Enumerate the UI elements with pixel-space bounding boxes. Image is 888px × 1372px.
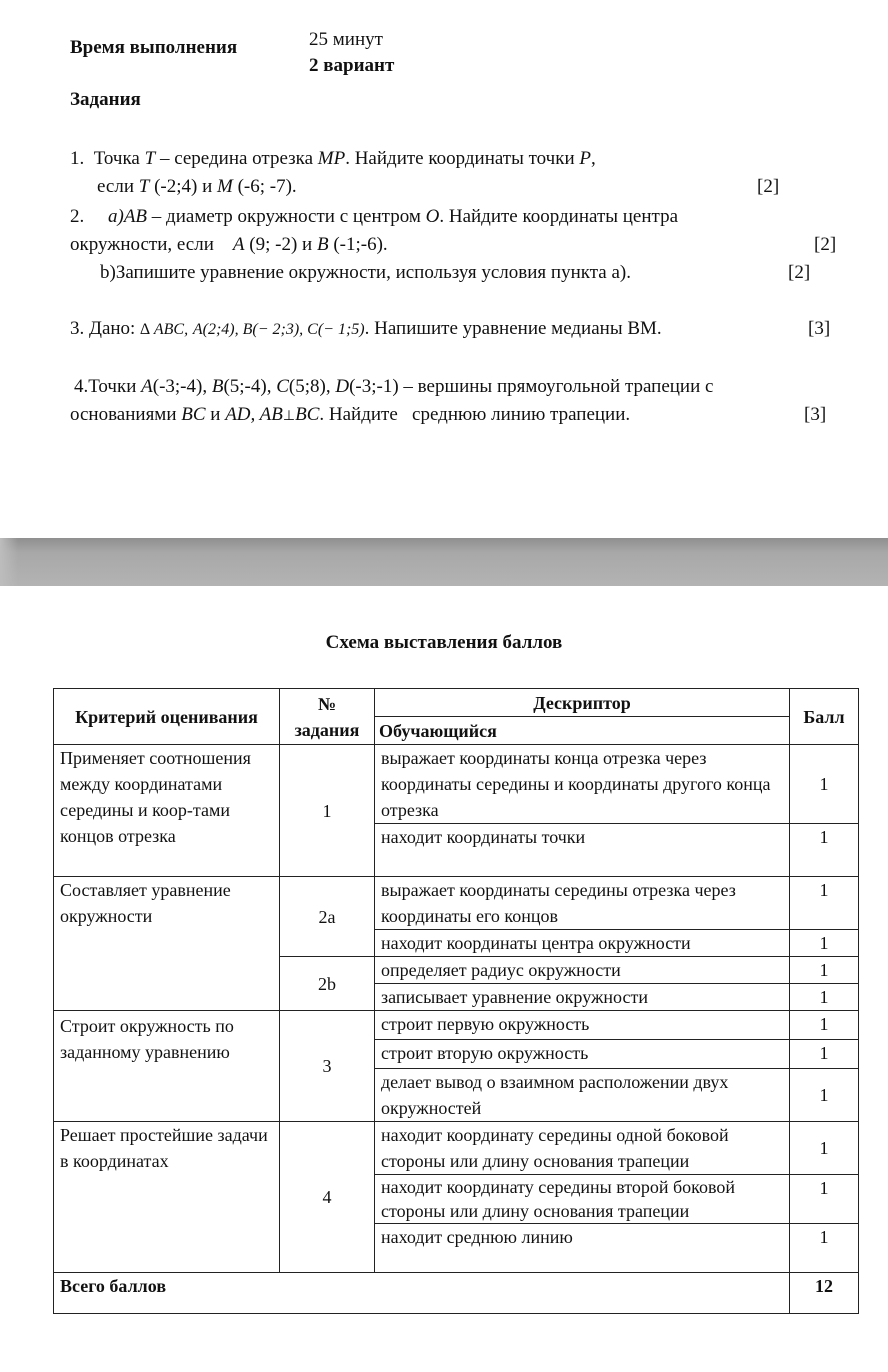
- task-3-line: 3. Дано: ∆ ABC, A(2;4), B(− 2;3), C(− 1;5). Напишите уравнение медианы ВМ.: [70, 318, 662, 339]
- task-number-cell: 4: [280, 1122, 375, 1273]
- descriptor-cell: находит координаты центра окружности: [375, 930, 790, 957]
- scheme-title: Схема выставления баллов: [325, 632, 563, 653]
- score-cell: 1: [790, 1122, 859, 1175]
- score-cell: 1: [790, 1011, 859, 1040]
- table-row: [54, 745, 859, 824]
- header-learner: Обучающийся: [375, 717, 790, 745]
- score-cell: 1: [790, 1069, 859, 1122]
- task-2-line-1: 2. a)AB – диаметр окружности с центром O. Найдите координаты центра: [70, 206, 679, 227]
- total-label: Всего баллов: [54, 1273, 790, 1314]
- descriptor-cell: находит координаты точки: [375, 824, 790, 877]
- score-cell: 1: [790, 1224, 859, 1273]
- criterion-cell: Строит окружность по заданному уравнению: [54, 1011, 280, 1122]
- table-row: [54, 1122, 859, 1175]
- perpendicular-symbol: ⊥: [282, 409, 296, 424]
- descriptor-cell: определяет радиус окружности: [375, 957, 790, 984]
- task-1-line-2: если T (-2;4) и M (-6; -7).: [97, 176, 297, 197]
- variant-label: 2 вариант: [309, 55, 395, 76]
- descriptor-cell: записывает уравнение окружности: [375, 984, 790, 1011]
- score-cell: 1: [790, 957, 859, 984]
- descriptor-cell: находит среднюю линию: [375, 1224, 790, 1273]
- task-2b-points: [2]: [788, 262, 811, 283]
- task-3-points: [3]: [808, 318, 831, 339]
- time-label: Время выполнения: [70, 37, 238, 58]
- task-4-points: [3]: [804, 404, 827, 425]
- page-divider: [0, 538, 888, 586]
- task-2-line-3: b)Запишите уравнение окружности, используя условия пункта а).: [100, 262, 631, 283]
- task-number-cell: 2b: [280, 957, 375, 1011]
- time-value: 25 минут: [309, 29, 383, 50]
- total-row: [54, 1273, 859, 1314]
- descriptor-cell: строит первую окружность: [375, 1011, 790, 1040]
- task-number-cell: 2a: [280, 877, 375, 957]
- score-cell: 1: [790, 824, 859, 877]
- header-descriptor: Дескриптор: [375, 689, 790, 717]
- header-criterion: Критерий оценивания: [54, 689, 280, 745]
- task-2a-points: [2]: [814, 234, 837, 255]
- score-cell: 1: [790, 1175, 859, 1224]
- score-cell: 1: [790, 930, 859, 957]
- criterion-cell: Применяет соотношения между координатами середины и коор-тами концов отрезка: [54, 745, 280, 877]
- table-header-row: [54, 689, 859, 717]
- score-cell: 1: [790, 1040, 859, 1069]
- descriptor-cell: выражает координаты середины отрезка через координаты его концов: [375, 877, 790, 930]
- descriptor-cell: выражает координаты конца отрезка через координаты середины и координаты другого конца отрезка: [375, 745, 790, 824]
- score-cell: 1: [790, 745, 859, 824]
- descriptor-cell: находит координату середины одной боковой стороны или длину основания трапеции: [375, 1122, 790, 1175]
- task-1-points: [2]: [757, 176, 780, 197]
- descriptor-cell: находит координату середины второй боковой стороны или длину основания трапеции: [375, 1175, 790, 1224]
- scoring-table: [53, 688, 859, 1314]
- table-row: [54, 877, 859, 930]
- task-4-line-1: 4.Точки A(-3;-4), B(5;-4), C(5;8), D(-3;-1) – вершины прямоугольной трапеции с: [74, 376, 714, 397]
- table-row: [54, 1011, 859, 1040]
- descriptor-cell: строит вторую окружность: [375, 1040, 790, 1069]
- task-1-line-1: 1. Точка T – середина отрезка MP. Найдите координаты точки P,: [70, 148, 596, 169]
- task-number-cell: 3: [280, 1011, 375, 1122]
- score-cell: 1: [790, 984, 859, 1011]
- triangle-symbol: ∆ ABC,: [140, 321, 189, 338]
- criterion-cell: Решает простейшие задачи в координатах: [54, 1122, 280, 1273]
- descriptor-cell: делает вывод о взаимном расположении двух окружностей: [375, 1069, 790, 1122]
- total-value: 12: [790, 1273, 859, 1314]
- tasks-heading: Задания: [70, 89, 141, 110]
- task-2-line-2: окружности, если A (9; -2) и B (-1;-6).: [70, 234, 388, 255]
- header-task-no: № задания: [280, 689, 375, 745]
- header-score: Балл: [790, 689, 859, 745]
- score-cell: 1: [790, 877, 859, 930]
- criterion-cell: Составляет уравнение окружности: [54, 877, 280, 1011]
- task-4-line-2: основаниями BC и AD, AB⊥BC. Найдите среднюю линию трапеции.: [70, 404, 631, 425]
- task-number-cell: 1: [280, 745, 375, 877]
- task-3-coords: A(2;4), B(− 2;3), C(− 1;5): [192, 321, 365, 338]
